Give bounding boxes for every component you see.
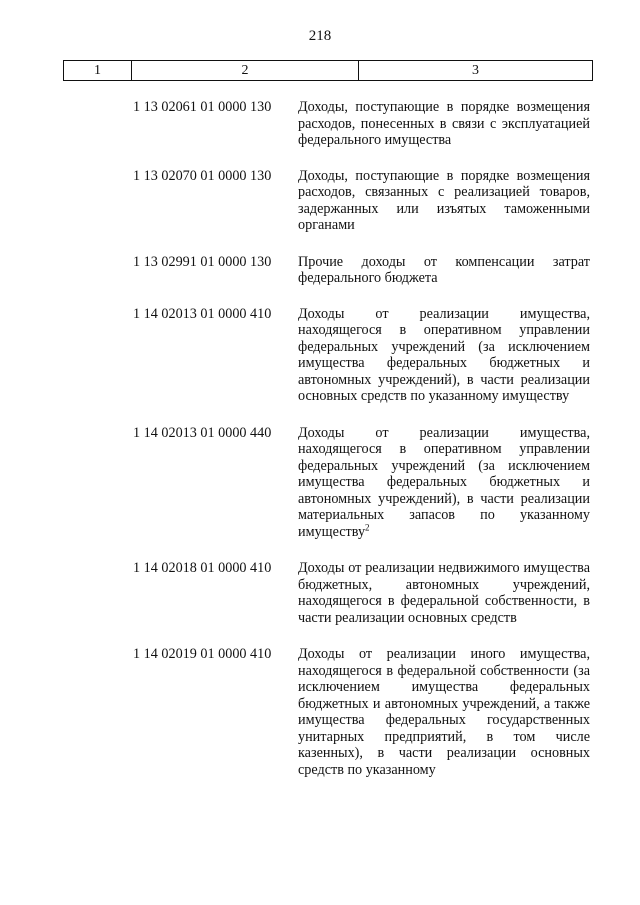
revenue-description: Прочие доходы от компенсации затрат федерального бюджета — [298, 253, 590, 286]
column-header-3: 3 — [472, 62, 479, 78]
column-header-1: 1 — [64, 61, 132, 80]
budget-code: 1 14 02018 01 0000 410 — [133, 560, 272, 576]
budget-code: 1 14 02013 01 0000 440 — [133, 424, 272, 441]
revenue-description: Доходы от реализации иного имущества, находящегося в федеральной собственности (за исключением имущества федеральных бюджетных и автономных учреждений, а также имущества федеральных государственных унитарных предприятий, в том числе казенных), в части реализации основных средств по указанному — [298, 646, 590, 778]
footnote-marker: 2 — [365, 521, 370, 532]
revenue-description — [298, 425, 590, 541]
column-header-2: 2 — [132, 61, 359, 80]
column-header-row — [63, 60, 593, 81]
description-text: Доходы от реализации имущества, находящегося в оперативном управлении федеральных учреждений (за исключением имущества федеральных бюджетных и автономных учреждений), в части реализации материальных запасов по указанному имуществу — [298, 424, 590, 540]
budget-code: 1 14 02013 01 0000 410 — [133, 305, 272, 322]
budget-code: 1 13 02061 01 0000 130 — [133, 99, 272, 115]
list-item — [0, 168, 640, 234]
revenue-description: Доходы от реализации имущества, находящегося в оперативном управлении федеральных учреждений (за исключением имущества федеральных бюджетных и автономных учреждений), в части реализации основных средств по указанному имуществу — [298, 305, 590, 404]
list-item — [0, 306, 640, 405]
revenue-description: Доходы от реализации недвижимого имущества бюджетных, автономных учреждений, находящегося в федеральной собственности, в части реализации основных средств — [298, 560, 590, 626]
budget-code: 1 14 02019 01 0000 410 — [133, 646, 272, 662]
list-item — [0, 646, 640, 778]
budget-code: 1 13 02070 01 0000 130 — [133, 167, 272, 184]
list-item — [0, 99, 640, 149]
revenue-description: Доходы, поступающие в порядке возмещения расходов, связанных с реализацией товаров, задержанных или изъятых таможенными органами — [298, 167, 590, 233]
entries-list — [0, 99, 640, 778]
list-item — [0, 254, 640, 287]
list-item — [0, 425, 640, 541]
page-number: 218 — [308, 28, 332, 44]
list-item — [0, 560, 640, 626]
budget-code: 1 13 02991 01 0000 130 — [133, 253, 272, 270]
revenue-description: Доходы, поступающие в порядке возмещения расходов, понесенных в связи с эксплуатацией федерального имущества — [298, 99, 590, 148]
